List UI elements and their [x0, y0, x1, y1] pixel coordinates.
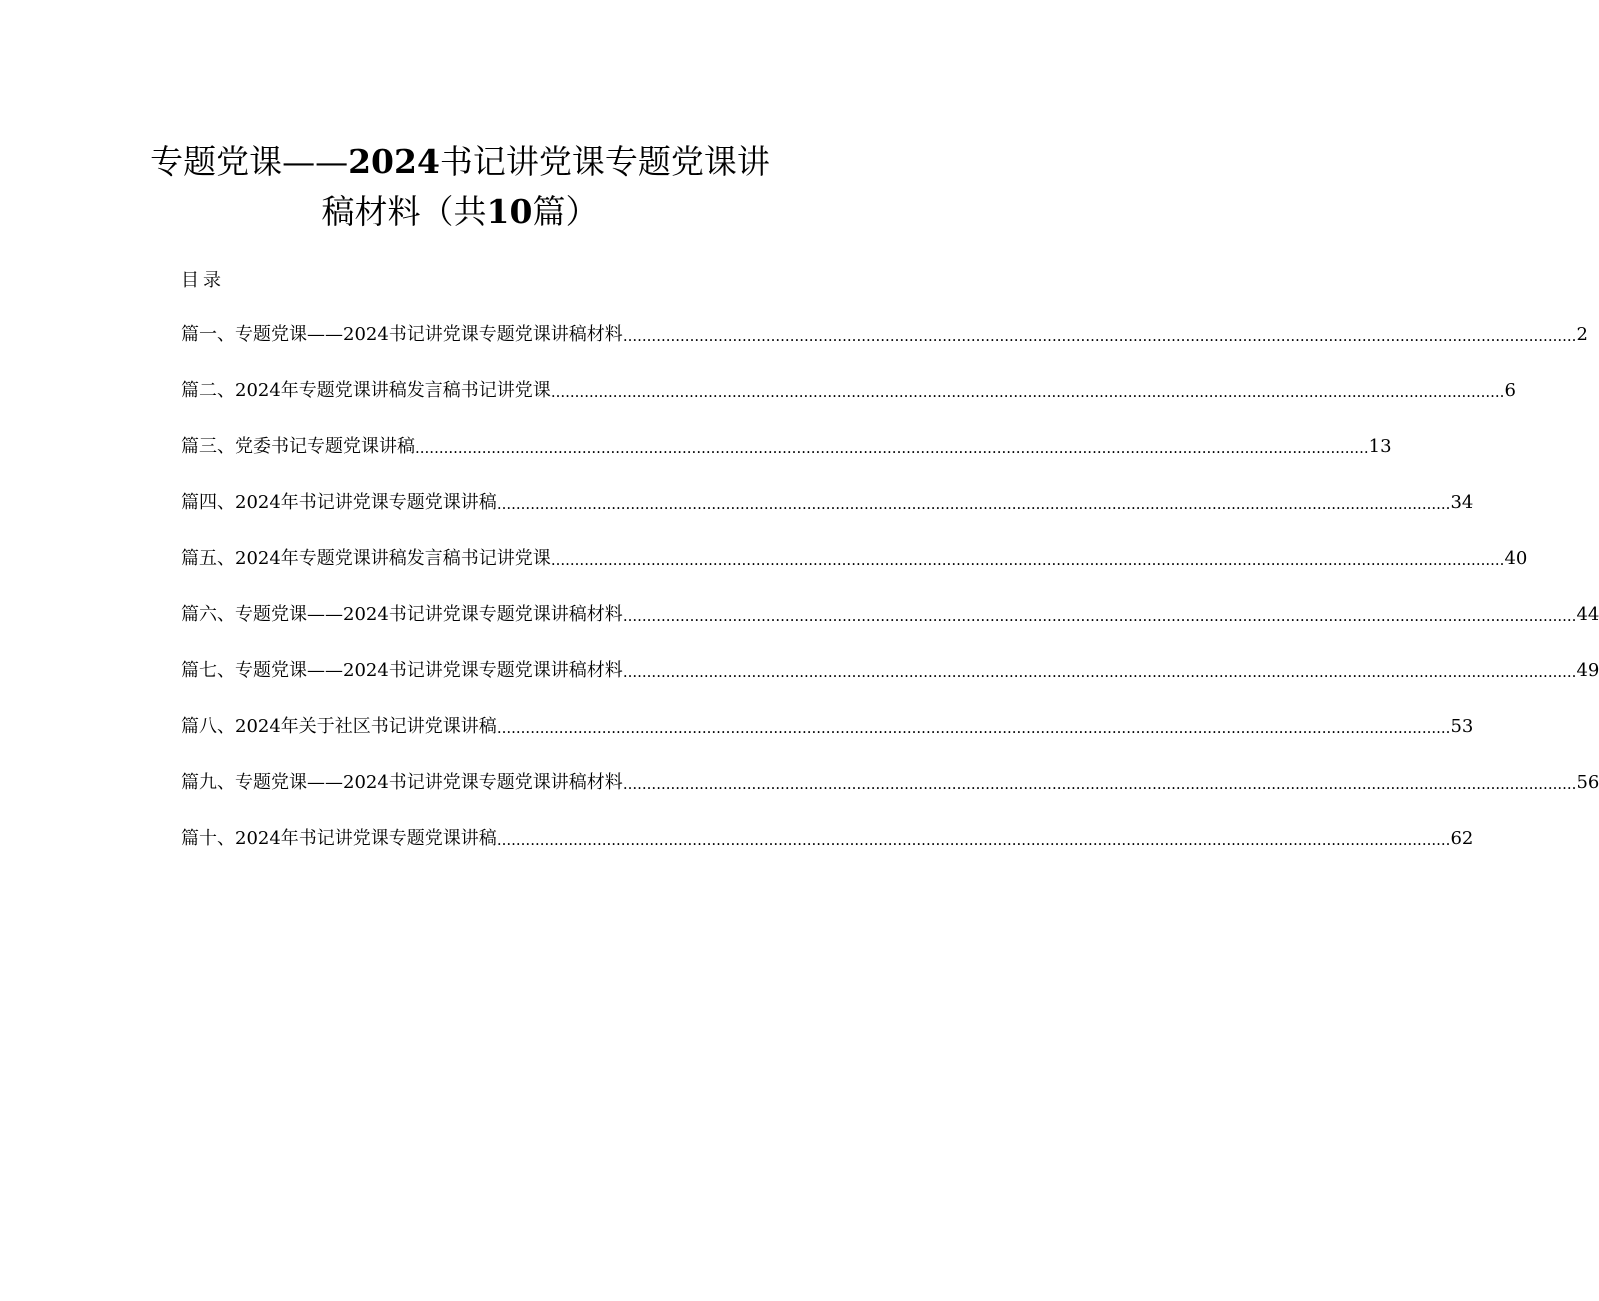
dot-leader: ........................................................................................................................................................................................................ — [550, 383, 1505, 401]
dot-leader: ........................................................................................................................................................................................................ — [550, 551, 1505, 569]
toc-entry-2[interactable] — [181, 378, 1516, 404]
toc-page-number: 40 — [1504, 548, 1528, 569]
toc-entry-5[interactable] — [181, 546, 1528, 572]
dot-leader: ........................................................................................................................................................................................................ — [622, 663, 1577, 681]
dot-leader: ........................................................................................................................................................................................................ — [622, 607, 1577, 625]
toc-entry-title: 篇八、2024年关于社区书记讲党课讲稿 — [181, 716, 497, 737]
toc-page-number: 6 — [1504, 380, 1516, 401]
toc-entry-title: 篇六、专题党课——2024书记讲党课专题党课讲稿材料 — [181, 604, 623, 625]
dot-leader: ........................................................................................................................................................................................................ — [622, 327, 1577, 345]
toc-entry-1[interactable] — [181, 322, 1588, 348]
toc-entry-8[interactable] — [181, 714, 1474, 740]
title-year: 2024 — [348, 142, 440, 181]
toc-entry-title: 篇十、2024年书记讲党课专题党课讲稿 — [181, 828, 497, 849]
toc-page-number: 49 — [1576, 660, 1599, 681]
toc-entry-7[interactable] — [181, 658, 1599, 684]
title-text-a: 专题党课—— — [150, 142, 349, 181]
toc-entry-title: 篇二、2024年专题党课讲稿发言稿书记讲党课 — [181, 380, 551, 401]
toc-page-number: 2 — [1576, 324, 1588, 345]
toc-entry-title: 篇四、2024年书记讲党课专题党课讲稿 — [181, 492, 497, 513]
title-text-d: 篇） — [532, 192, 599, 231]
dot-leader: ........................................................................................................................................................................................................ — [415, 439, 1369, 457]
dot-leader: ........................................................................................................................................................................................................ — [496, 719, 1451, 737]
title-text-b: 书记讲党课专题党课讲 — [439, 142, 770, 181]
toc-entry-title: 篇一、专题党课——2024书记讲党课专题党课讲稿材料 — [181, 324, 623, 345]
toc-entry-title: 篇三、党委书记专题党课讲稿 — [181, 436, 415, 457]
toc-heading: 目录 — [181, 270, 225, 291]
toc-entry-6[interactable] — [181, 602, 1599, 628]
toc-page-number: 56 — [1576, 772, 1599, 793]
toc-page-number: 13 — [1368, 436, 1392, 457]
dot-leader: ........................................................................................................................................................................................................ — [496, 831, 1451, 849]
toc-entry-9[interactable] — [181, 770, 1599, 796]
toc-entry-3[interactable] — [181, 434, 1392, 460]
title-text-c: 稿材料（共 — [321, 192, 487, 231]
toc-page-number: 34 — [1450, 492, 1474, 513]
toc-entry-10[interactable] — [181, 826, 1474, 852]
toc-entry-title: 篇九、专题党课——2024书记讲党课专题党课讲稿材料 — [181, 772, 623, 793]
dot-leader: ........................................................................................................................................................................................................ — [496, 495, 1451, 513]
title-count: 10 — [486, 192, 533, 231]
toc-entry-title: 篇七、专题党课——2024书记讲党课专题党课讲稿材料 — [181, 660, 623, 681]
toc-page-number: 44 — [1576, 604, 1599, 625]
document-title-line-1 — [110, 138, 810, 186]
dot-leader: ........................................................................................................................................................................................................ — [622, 775, 1577, 793]
toc-page-number: 53 — [1450, 716, 1474, 737]
toc-entry-title: 篇五、2024年专题党课讲稿发言稿书记讲党课 — [181, 548, 551, 569]
toc-entry-4[interactable] — [181, 490, 1474, 516]
toc-page-number: 62 — [1450, 828, 1474, 849]
document-title-line-2 — [110, 188, 810, 236]
